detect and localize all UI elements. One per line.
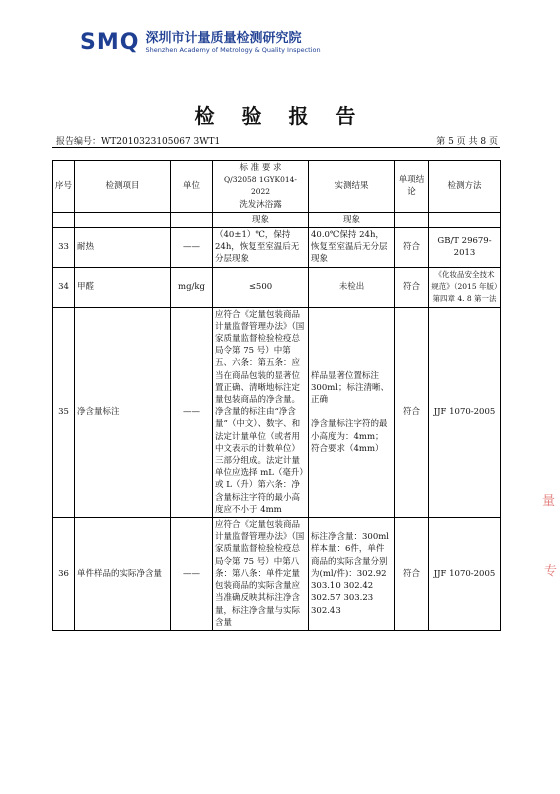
row-requirement: 应符合《定量包装商品计量监督管理办法》（国家质量监督检验检疫总局令第 75 号）中第五、六条：第五条：应当在商品包装的显著位置正确、清晰地标注定量包装商品的净含量。净含量的标注由“净含量”（中文）、数字、和法定计量单位（或者用中文表示的计数单位）三部分组成。法定计量单位应选择 mL（毫升）或 L（升）第六条：净含量标注字符的最小高度应不小于 4mm (213, 307, 309, 517)
table-row (53, 307, 501, 517)
row-unit: —— (171, 228, 213, 268)
row-method: JJF 1070-2005 (429, 307, 501, 517)
table-row (53, 212, 501, 227)
row-result: 40.0℃保持 24h，恢复至室温后无分层现象 (309, 228, 395, 268)
result-part-a: 标注净含量：300ml (311, 532, 390, 543)
result-part-a: 样品显著位置标注 300ml；标注清晰、正确 (311, 370, 390, 406)
row-item: 净含量标注 (75, 307, 171, 517)
col-item: 检测项目 (75, 161, 171, 213)
row-seq: 35 (53, 307, 75, 517)
std-line2: Q/32058 1GYK014-2022 (224, 175, 297, 197)
row-requirement: ≤500 (213, 267, 309, 307)
row-method: JJF 1070-2005 (429, 518, 501, 631)
row-unit: —— (171, 518, 213, 631)
row-item: 甲醛 (75, 267, 171, 307)
report-title: 检 验 报 告 (194, 104, 366, 128)
row-item: 单件样品的实际净含量 (75, 518, 171, 631)
std-line3: 洗发沐浴露 (239, 199, 282, 210)
row-unit: mg/kg (171, 267, 213, 307)
table-row (53, 518, 501, 631)
inspection-table (52, 160, 501, 631)
row-requirement: （40±1）℃，保持 24h，恢复至室温后无分层现象 (213, 228, 309, 268)
carry-result: 现象 (309, 212, 395, 227)
col-unit: 单位 (171, 161, 213, 213)
col-method: 检测方法 (429, 161, 501, 213)
result-part-b: 样本量：6件，单件商品的实际含量分别为(ml/件)：302.92 303.10 302.42 302.57 303.23 302.43 (311, 544, 388, 616)
row-result: 未检出 (309, 267, 395, 307)
row-result (309, 518, 395, 631)
seal-stamp (538, 490, 560, 590)
org-name (145, 31, 320, 55)
stamp-char: 专 (544, 564, 558, 579)
stamp-char: 量 (542, 494, 556, 509)
row-method: 《化妆品安全技术规范》（2015 年版）第四章 4. 8 第一法 (429, 267, 501, 307)
carry-req: 现象 (213, 212, 309, 227)
row-conclusion: 符合 (395, 267, 429, 307)
logo-mark: SMQ (80, 30, 140, 55)
row-method: GB/T 29679-2013 (429, 228, 501, 268)
result-part-b: 净含量标注字符的最小高度为：4mm；符合要求（4mm） (311, 419, 388, 454)
row-seq: 33 (53, 228, 75, 268)
col-result: 实测结果 (309, 161, 395, 213)
report-number: 报告编号：WT2010323105067 3WT1 (56, 137, 221, 147)
org-name-cn: 深圳市计量质量检测研究院 (145, 30, 302, 46)
row-item: 耐热 (75, 228, 171, 268)
row-conclusion: 符合 (395, 518, 429, 631)
std-line1: 标 准 要 求 (239, 163, 282, 173)
col-standard (213, 161, 309, 213)
row-conclusion: 符合 (395, 307, 429, 517)
page-info: 第 5 页 共 8 页 (436, 137, 498, 147)
row-seq: 34 (53, 267, 75, 307)
col-seq: 序号 (53, 161, 75, 213)
row-requirement: 应符合《定量包装商品计量监督管理办法》（国家质量监督检验检疫总局令第 75 号）中第八条：第八条：单件定量包装商品的实际含量应当准确反映其标注净含量，标注净含量与实际含量 (213, 518, 309, 631)
row-seq: 36 (53, 518, 75, 631)
col-conclusion: 单项结论 (395, 161, 429, 213)
org-name-en: Shenzhen Academy of Metrology & Quality Inspection (145, 45, 321, 54)
table-row (53, 228, 501, 268)
table-row (53, 267, 501, 307)
org-logo (80, 30, 321, 55)
row-result (309, 307, 395, 517)
row-conclusion: 符合 (395, 228, 429, 268)
table-header-row (53, 161, 501, 213)
header-rule (52, 147, 500, 148)
row-unit: —— (171, 307, 213, 517)
